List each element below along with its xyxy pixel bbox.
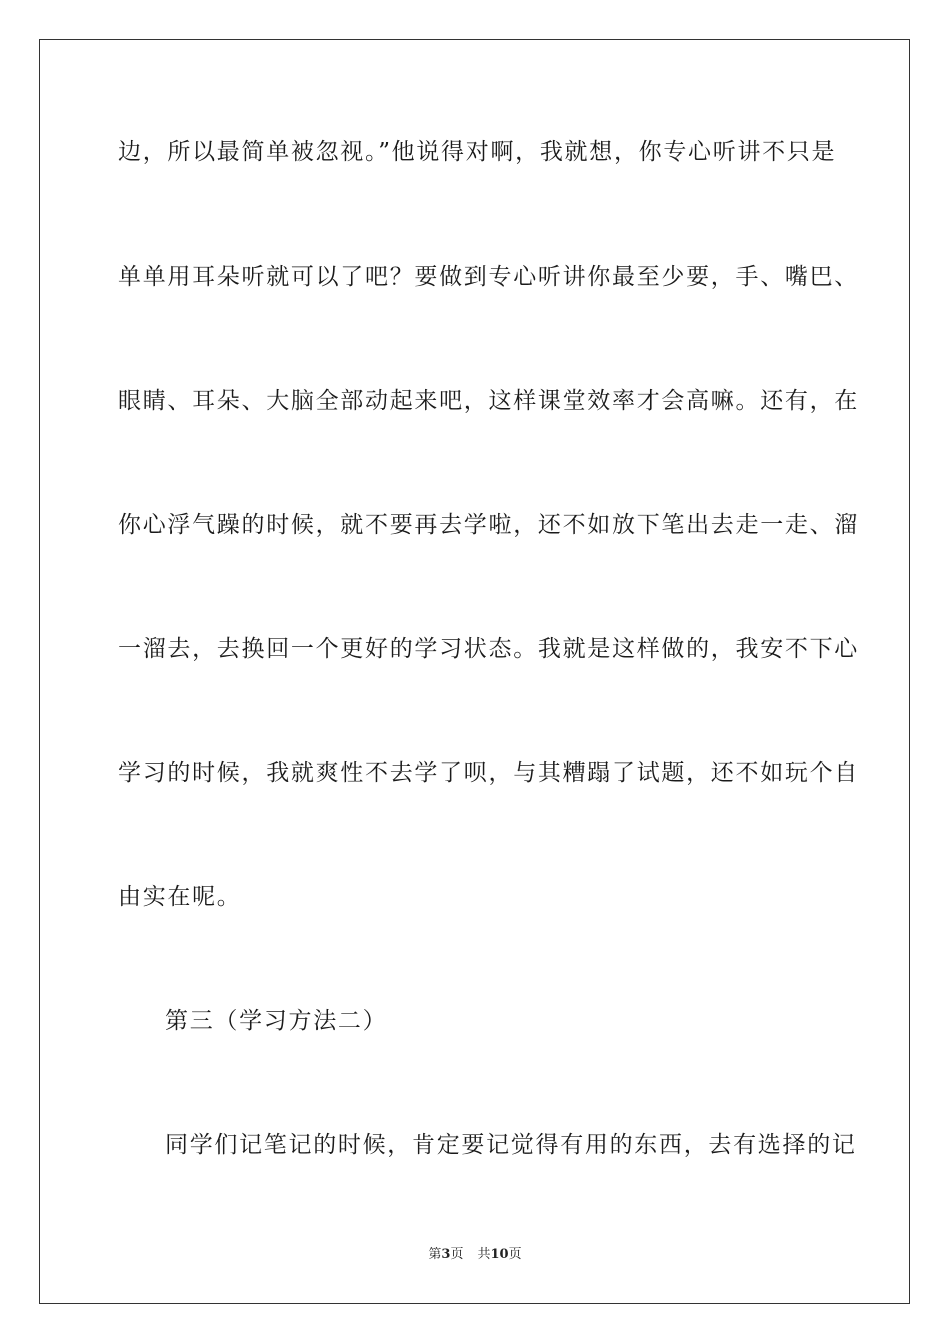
footer-total-suffix: 页 <box>508 1247 522 1262</box>
body-text-line-6: 学习的时候，我就爽性不去学了呗，与其糟蹋了试题，还不如玩个自 <box>118 760 859 786</box>
footer-total-prefix: 共 <box>477 1247 491 1262</box>
footer-page-number: 3 <box>441 1247 451 1262</box>
footer-page-prefix: 第 <box>428 1247 442 1262</box>
body-text-line-3: 眼睛、耳朵、大脑全部动起来吧，这样课堂效率才会高嘛。还有，在 <box>118 388 859 414</box>
paragraph-first-line: 同学们记笔记的时候，肯定要记觉得有用的东西，去有选择的记 <box>165 1132 857 1158</box>
footer-total-number: 10 <box>490 1247 509 1262</box>
page-footer <box>0 1246 950 1264</box>
section-heading: 第三（学习方法二） <box>165 1008 388 1034</box>
body-text-line-4: 你心浮气躁的时候，就不要再去学啦，还不如放下笔出去走一走、溜 <box>118 512 859 538</box>
footer-page-suffix: 页 <box>450 1247 464 1262</box>
body-text-line-5: 一溜去，去换回一个更好的学习状态。我就是这样做的，我安不下心 <box>118 636 859 662</box>
body-text-line-7: 由实在呢。 <box>118 884 242 910</box>
body-text-line-1: 边，所以最简单被忽视。”他说得对啊，我就想，你专心听讲不只是 <box>118 139 837 165</box>
page-border <box>39 39 910 1304</box>
body-text-line-2: 单单用耳朵听就可以了吧？要做到专心听讲你最至少要，手、嘴巴、 <box>118 264 859 290</box>
